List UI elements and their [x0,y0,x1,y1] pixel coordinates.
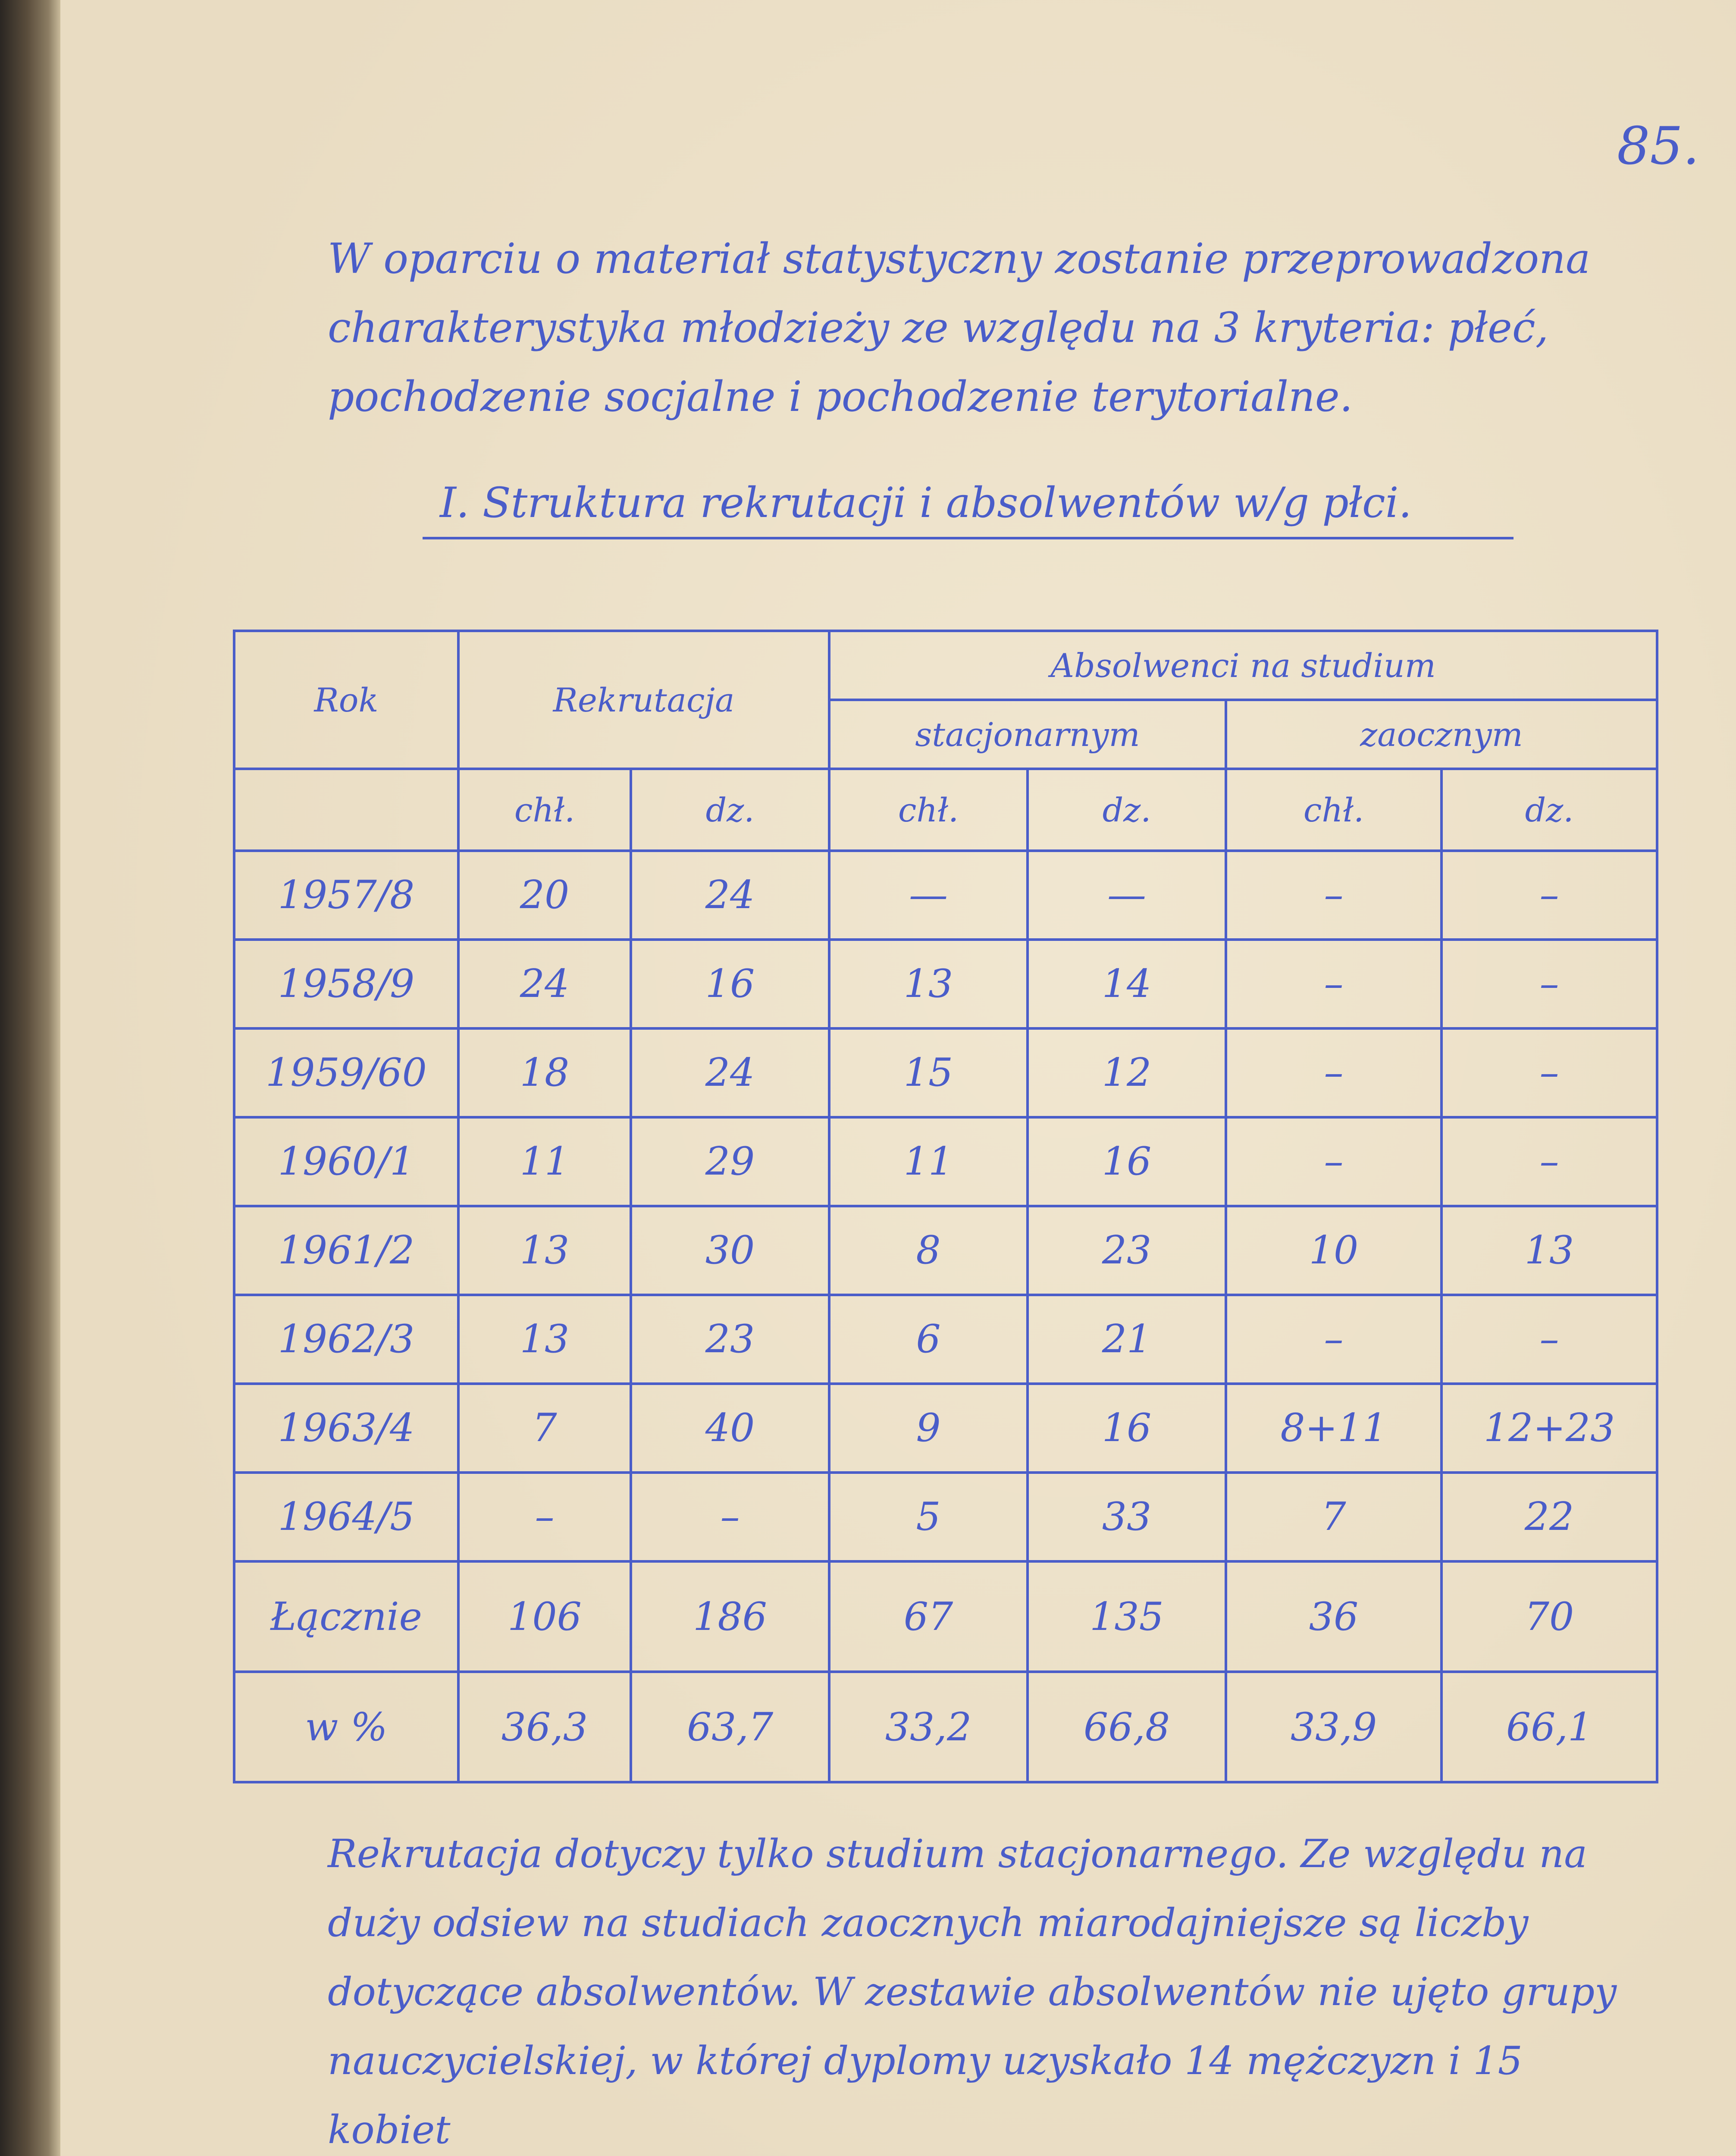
cell-total-rek-men: 106 [458,1561,631,1672]
page-number: 85. [1617,116,1699,176]
cell-zao-women: 12+23 [1441,1384,1657,1473]
cell-rek-women: 24 [631,1028,829,1117]
cell-year: 1964/5 [234,1473,458,1561]
col-header-stac-men: chł. [829,769,1028,851]
cell-stac-women: 12 [1028,1028,1226,1117]
cell-stac-men: 6 [829,1295,1028,1384]
cell-rek-men: 18 [458,1028,631,1117]
cell-rek-women: 29 [631,1117,829,1206]
cell-total-stac-women: 135 [1028,1561,1226,1672]
cell-stac-women: — [1028,851,1226,940]
cell-stac-men: — [829,851,1028,940]
table-row [234,1028,1657,1117]
cell-stac-women: 21 [1028,1295,1226,1384]
cell-rek-women: – [631,1473,829,1561]
cell-year: 1960/1 [234,1117,458,1206]
table-row [234,1295,1657,1384]
cell-rek-men: 13 [458,1295,631,1384]
cell-zao-women: – [1441,940,1657,1028]
cell-stac-women: 14 [1028,940,1226,1028]
table-row-total [234,1561,1657,1672]
cell-zao-men: – [1226,1295,1441,1384]
cell-zao-women: – [1441,1295,1657,1384]
cell-percent-label: w % [234,1672,458,1782]
cell-stac-women: 23 [1028,1206,1226,1295]
cell-total-label: Łącznie [234,1561,458,1672]
cell-rek-men: 11 [458,1117,631,1206]
cell-stac-men: 9 [829,1384,1028,1473]
cell-stac-women: 16 [1028,1117,1226,1206]
col-header-stac-women: dz. [1028,769,1226,851]
cell-rek-women: 40 [631,1384,829,1473]
cell-zao-men: – [1226,1028,1441,1117]
cell-year: 1959/60 [234,1028,458,1117]
table-row [234,1206,1657,1295]
cell-zao-men: 8+11 [1226,1384,1441,1473]
col-header-zao-men: chł. [1226,769,1441,851]
col-header-zao-women: dz. [1441,769,1657,851]
table-row [234,940,1657,1028]
cell-percent-rek-women: 63,7 [631,1672,829,1782]
cell-rek-men: 7 [458,1384,631,1473]
table-row [234,1384,1657,1473]
group-header-graduates: Absolwenci na studium [829,631,1657,700]
cell-year: 1963/4 [234,1384,458,1473]
cell-rek-women: 16 [631,940,829,1028]
cell-year: 1958/9 [234,940,458,1028]
cell-total-rek-women: 186 [631,1561,829,1672]
cell-zao-men: – [1226,1117,1441,1206]
binding-spine [0,0,60,2156]
sub-header-extramural: zaocznym [1226,700,1657,769]
cell-zao-men: 10 [1226,1206,1441,1295]
cell-percent-stac-women: 66,8 [1028,1672,1226,1782]
col-header-rek-men: chł. [458,769,631,851]
statistics-table [233,630,1658,1783]
cell-zao-women: – [1441,1028,1657,1117]
cell-rek-men: 20 [458,851,631,940]
table-row [234,851,1657,940]
statistics-table-wrapper [233,630,1656,1772]
cell-stac-men: 13 [829,940,1028,1028]
group-header-recruitment: Rekrutacja [458,631,829,769]
cell-percent-rek-men: 36,3 [458,1672,631,1782]
cell-year: 1957/8 [234,851,458,940]
table-row [234,1117,1657,1206]
footnote-paragraph: Rekrutacja dotyczy tylko studium stacjonarnego. Ze względu na duży odsiew na studiach zaocznych miarodajniejsze są liczby dotyczące absolwentów. W zestawie absolwentów nie ujęto grupy nauczycielskiej, w której dyplomy uzyskało 14 mężczyzn i 15 kobiet [328,1831,1617,2153]
col-header-rek-women: dz. [631,769,829,851]
cell-rek-men: 24 [458,940,631,1028]
cell-zao-men: – [1226,940,1441,1028]
col-header-year-blank [234,769,458,851]
cell-total-zao-women: 70 [1441,1561,1657,1672]
cell-stac-women: 16 [1028,1384,1226,1473]
cell-percent-zao-men: 33,9 [1226,1672,1441,1782]
cell-zao-women: – [1441,851,1657,940]
cell-year: 1962/3 [234,1295,458,1384]
cell-zao-women: 22 [1441,1473,1657,1561]
cell-zao-men: 7 [1226,1473,1441,1561]
cell-zao-women: 13 [1441,1206,1657,1295]
cell-percent-stac-men: 33,2 [829,1672,1028,1782]
cell-year: 1961/2 [234,1206,458,1295]
cell-rek-women: 30 [631,1206,829,1295]
cell-stac-men: 8 [829,1206,1028,1295]
cell-zao-men: – [1226,851,1441,940]
cell-total-zao-men: 36 [1226,1561,1441,1672]
cell-zao-women: – [1441,1117,1657,1206]
cell-percent-zao-women: 66,1 [1441,1672,1657,1782]
heading-underline [423,537,1514,539]
cell-stac-men: 15 [829,1028,1028,1117]
cell-total-stac-men: 67 [829,1561,1028,1672]
cell-stac-women: 33 [1028,1473,1226,1561]
table-row-percent [234,1672,1657,1782]
cell-rek-women: 23 [631,1295,829,1384]
sub-header-stationary: stacjonarnym [829,700,1226,769]
table-row [234,1473,1657,1561]
cell-rek-women: 24 [631,851,829,940]
intro-paragraph: W oparciu o materiał statystyczny zostanie przeprowadzona charakterystyka młodzieży ze względu na 3 kryteria: płeć, pochodzenie socjalne i pochodzenie terytorialne. [328,235,1591,421]
cell-rek-men: – [458,1473,631,1561]
cell-stac-men: 5 [829,1473,1028,1561]
col-header-year: Rok [234,631,458,769]
cell-stac-men: 11 [829,1117,1028,1206]
cell-rek-men: 13 [458,1206,631,1295]
notebook-page [60,0,1736,2156]
section-heading: I. Struktura rekrutacji i absolwentów w/g płci. [440,479,1412,527]
